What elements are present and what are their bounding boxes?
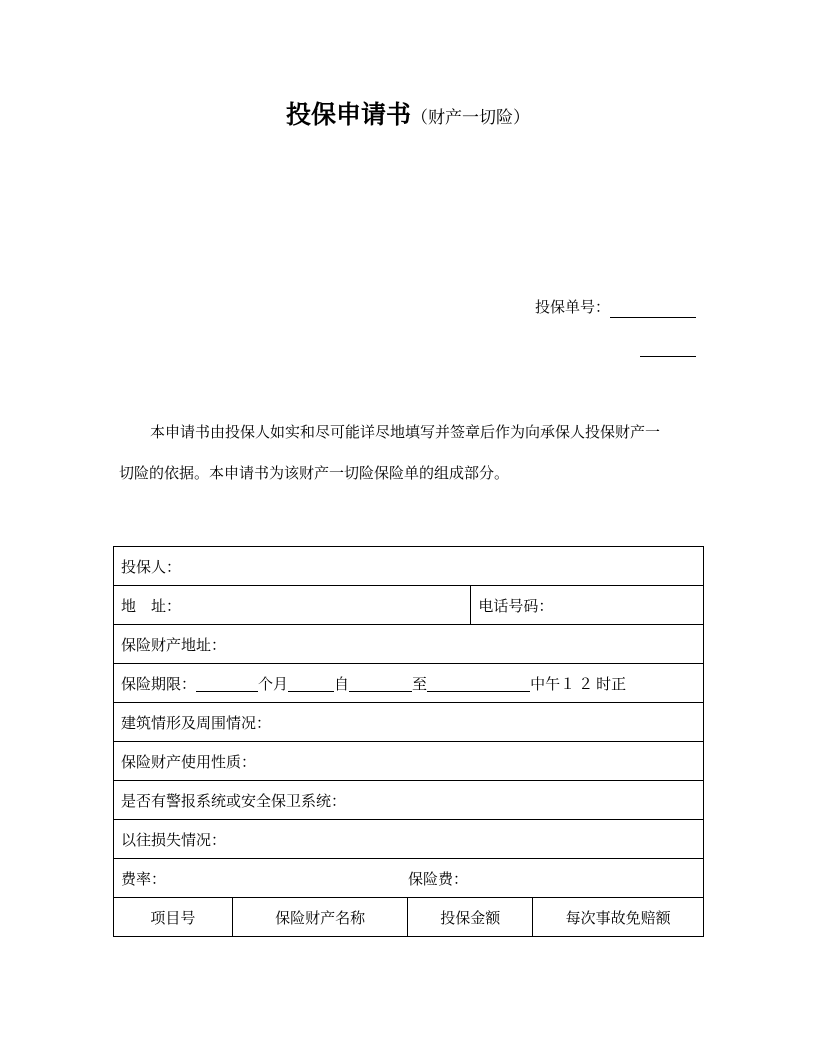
policy-number-field [535,296,696,318]
document-title [0,97,816,136]
row-applicant [114,547,704,586]
title-main: 投保申请书 [285,100,411,129]
premium-label: 保险费： [408,869,469,888]
column-header-property-name: 保险财产名称 [232,898,408,937]
address-field[interactable]: 地 址： [114,586,471,625]
period-to-label: 至 [412,674,428,693]
application-form-table [113,546,704,937]
row-address [114,586,704,625]
usage-field[interactable]: 保险财产使用性质： [114,742,704,781]
row-property-address [114,625,704,664]
period-twelve: １２ [560,674,597,693]
period-from-label: 自 [334,674,350,693]
row-building [114,703,704,742]
column-header-insured-amount: 投保金额 [408,898,533,937]
period-sharp-label: 时正 [596,674,627,693]
policy-number-label: 投保单号： [534,298,610,316]
intro-line-2: 切险的依据。本申请书为该财产一切险保险单的组成部分。 [119,464,510,482]
column-header-item-no: 项目号 [114,898,233,937]
building-field[interactable]: 建筑情形及周围情况： [114,703,704,742]
alarm-field[interactable]: 是否有警报系统或安全保卫系统： [114,781,704,820]
policy-number-blank-2[interactable] [640,340,696,357]
phone-field[interactable]: 电话号码： [471,586,704,625]
applicant-field[interactable]: 投保人： [114,547,704,586]
row-usage [114,742,704,781]
row-period [114,664,704,703]
row-alarm [114,781,704,820]
period-noon-label: 中午 [530,674,561,693]
row-column-headers [114,898,704,937]
row-loss-history [114,820,704,859]
period-end-blank[interactable] [427,676,530,692]
period-months-label: 个月 [258,674,289,693]
policy-number-blank[interactable] [610,300,696,318]
loss-history-field[interactable]: 以往损失情况： [114,820,704,859]
period-from-date-blank[interactable] [288,676,334,692]
insurance-period-field[interactable] [114,664,704,703]
row-rate-premium [114,859,704,898]
title-subtitle: （财产一切险） [411,108,530,128]
rate-label: 费率： [121,869,167,888]
column-header-deductible: 每次事故免赔额 [533,898,704,937]
intro-line-1: 本申请书由投保人如实和尽可能详尽地填写并签章后作为向承保人投保财产一 [150,423,661,441]
rate-premium-field[interactable] [114,859,704,898]
period-start-blank[interactable] [349,676,412,692]
period-label: 保险期限： [121,674,197,693]
period-months-blank[interactable] [196,676,258,692]
property-address-field[interactable]: 保险财产地址： [114,625,704,664]
